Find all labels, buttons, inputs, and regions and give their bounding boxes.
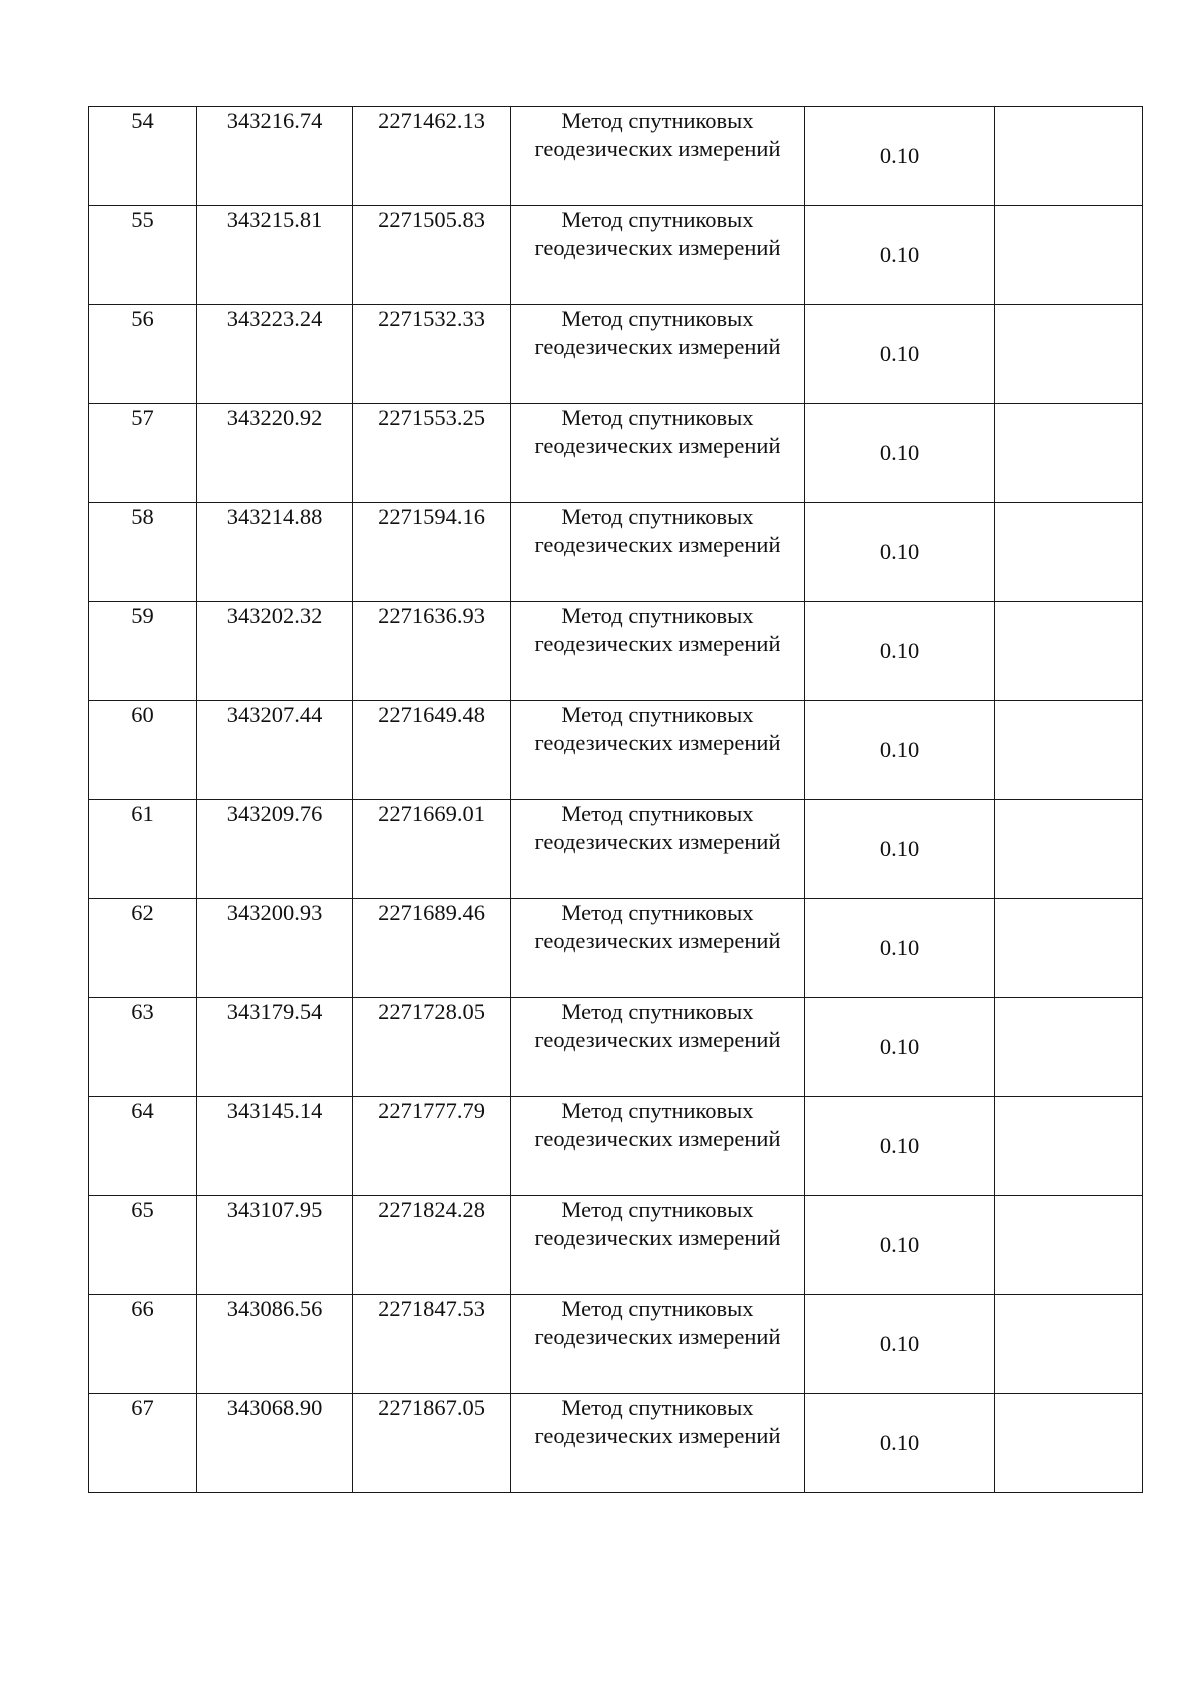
x-coordinate-cell: 343207.44 xyxy=(197,701,353,800)
x-coordinate-cell: 343068.90 xyxy=(197,1394,353,1493)
point-number-cell: 59 xyxy=(89,602,197,701)
accuracy-cell: 0.10 xyxy=(805,107,995,206)
method-line-2: геодезических измерений xyxy=(534,334,781,359)
empty-cell xyxy=(995,1196,1143,1295)
method-cell xyxy=(511,899,805,998)
empty-cell xyxy=(995,107,1143,206)
accuracy-cell: 0.10 xyxy=(805,800,995,899)
x-coordinate-cell: 343200.93 xyxy=(197,899,353,998)
accuracy-cell: 0.10 xyxy=(805,998,995,1097)
accuracy-cell: 0.10 xyxy=(805,503,995,602)
point-number-cell: 56 xyxy=(89,305,197,404)
point-number-cell: 67 xyxy=(89,1394,197,1493)
coordinates-table xyxy=(88,106,1143,1493)
method-line-2: геодезических измерений xyxy=(534,433,781,458)
y-coordinate-cell: 2271636.93 xyxy=(353,602,511,701)
accuracy-cell: 0.10 xyxy=(805,701,995,800)
empty-cell xyxy=(995,503,1143,602)
y-coordinate-cell: 2271777.79 xyxy=(353,1097,511,1196)
empty-cell xyxy=(995,1295,1143,1394)
empty-cell xyxy=(995,404,1143,503)
y-coordinate-cell: 2271594.16 xyxy=(353,503,511,602)
y-coordinate-cell: 2271505.83 xyxy=(353,206,511,305)
method-cell xyxy=(511,998,805,1097)
y-coordinate-cell: 2271867.05 xyxy=(353,1394,511,1493)
point-number-cell: 55 xyxy=(89,206,197,305)
accuracy-cell: 0.10 xyxy=(805,1097,995,1196)
x-coordinate-cell: 343215.81 xyxy=(197,206,353,305)
y-coordinate-cell: 2271669.01 xyxy=(353,800,511,899)
point-number-cell: 63 xyxy=(89,998,197,1097)
accuracy-cell: 0.10 xyxy=(805,404,995,503)
table-row xyxy=(89,1097,1143,1196)
method-line-1: Метод спутниковых xyxy=(561,1197,754,1222)
method-line-1: Метод спутниковых xyxy=(561,801,754,826)
accuracy-cell: 0.10 xyxy=(805,1394,995,1493)
method-line-1: Метод спутниковых xyxy=(561,900,754,925)
empty-cell xyxy=(995,998,1143,1097)
table-row xyxy=(89,1295,1143,1394)
method-cell xyxy=(511,602,805,701)
accuracy-cell: 0.10 xyxy=(805,899,995,998)
y-coordinate-cell: 2271824.28 xyxy=(353,1196,511,1295)
table-row xyxy=(89,998,1143,1097)
point-number-cell: 65 xyxy=(89,1196,197,1295)
method-line-1: Метод спутниковых xyxy=(561,702,754,727)
method-line-1: Метод спутниковых xyxy=(561,603,754,628)
x-coordinate-cell: 343202.32 xyxy=(197,602,353,701)
method-line-2: геодезических измерений xyxy=(534,1225,781,1250)
method-cell xyxy=(511,503,805,602)
table-row xyxy=(89,305,1143,404)
x-coordinate-cell: 343209.76 xyxy=(197,800,353,899)
x-coordinate-cell: 343086.56 xyxy=(197,1295,353,1394)
x-coordinate-cell: 343216.74 xyxy=(197,107,353,206)
method-line-2: геодезических измерений xyxy=(534,928,781,953)
method-line-2: геодезических измерений xyxy=(534,1126,781,1151)
x-coordinate-cell: 343179.54 xyxy=(197,998,353,1097)
x-coordinate-cell: 343107.95 xyxy=(197,1196,353,1295)
table-row xyxy=(89,800,1143,899)
method-line-1: Метод спутниковых xyxy=(561,405,754,430)
table-row xyxy=(89,107,1143,206)
method-line-1: Метод спутниковых xyxy=(561,1296,754,1321)
accuracy-cell: 0.10 xyxy=(805,305,995,404)
point-number-cell: 57 xyxy=(89,404,197,503)
empty-cell xyxy=(995,602,1143,701)
accuracy-cell: 0.10 xyxy=(805,1196,995,1295)
y-coordinate-cell: 2271462.13 xyxy=(353,107,511,206)
accuracy-cell: 0.10 xyxy=(805,602,995,701)
x-coordinate-cell: 343214.88 xyxy=(197,503,353,602)
empty-cell xyxy=(995,1394,1143,1493)
point-number-cell: 60 xyxy=(89,701,197,800)
x-coordinate-cell: 343220.92 xyxy=(197,404,353,503)
table-row xyxy=(89,701,1143,800)
x-coordinate-cell: 343145.14 xyxy=(197,1097,353,1196)
table-row xyxy=(89,404,1143,503)
method-cell xyxy=(511,701,805,800)
method-line-2: геодезических измерений xyxy=(534,1027,781,1052)
point-number-cell: 62 xyxy=(89,899,197,998)
empty-cell xyxy=(995,206,1143,305)
method-line-1: Метод спутниковых xyxy=(561,999,754,1024)
method-line-1: Метод спутниковых xyxy=(561,1098,754,1123)
x-coordinate-cell: 343223.24 xyxy=(197,305,353,404)
empty-cell xyxy=(995,899,1143,998)
point-number-cell: 54 xyxy=(89,107,197,206)
method-line-2: геодезических измерений xyxy=(534,532,781,557)
table-row xyxy=(89,206,1143,305)
method-cell xyxy=(511,206,805,305)
method-line-2: геодезических измерений xyxy=(534,631,781,656)
table-row xyxy=(89,602,1143,701)
method-cell xyxy=(511,1394,805,1493)
method-cell xyxy=(511,1196,805,1295)
point-number-cell: 58 xyxy=(89,503,197,602)
method-cell xyxy=(511,305,805,404)
method-line-2: геодезических измерений xyxy=(534,136,781,161)
point-number-cell: 66 xyxy=(89,1295,197,1394)
table-row xyxy=(89,1196,1143,1295)
empty-cell xyxy=(995,701,1143,800)
coordinates-table-body xyxy=(89,107,1143,1493)
method-cell xyxy=(511,1295,805,1394)
method-line-1: Метод спутниковых xyxy=(561,306,754,331)
empty-cell xyxy=(995,800,1143,899)
y-coordinate-cell: 2271728.05 xyxy=(353,998,511,1097)
y-coordinate-cell: 2271532.33 xyxy=(353,305,511,404)
method-line-1: Метод спутниковых xyxy=(561,108,754,133)
accuracy-cell: 0.10 xyxy=(805,206,995,305)
y-coordinate-cell: 2271553.25 xyxy=(353,404,511,503)
table-row xyxy=(89,899,1143,998)
y-coordinate-cell: 2271689.46 xyxy=(353,899,511,998)
y-coordinate-cell: 2271847.53 xyxy=(353,1295,511,1394)
method-line-2: геодезических измерений xyxy=(534,829,781,854)
point-number-cell: 61 xyxy=(89,800,197,899)
method-line-2: геодезических измерений xyxy=(534,1423,781,1448)
method-cell xyxy=(511,1097,805,1196)
empty-cell xyxy=(995,1097,1143,1196)
method-line-1: Метод спутниковых xyxy=(561,207,754,232)
accuracy-cell: 0.10 xyxy=(805,1295,995,1394)
y-coordinate-cell: 2271649.48 xyxy=(353,701,511,800)
method-line-2: геодезических измерений xyxy=(534,1324,781,1349)
method-line-1: Метод спутниковых xyxy=(561,504,754,529)
empty-cell xyxy=(995,305,1143,404)
method-line-1: Метод спутниковых xyxy=(561,1395,754,1420)
table-row xyxy=(89,1394,1143,1493)
method-cell xyxy=(511,404,805,503)
method-line-2: геодезических измерений xyxy=(534,730,781,755)
method-cell xyxy=(511,800,805,899)
point-number-cell: 64 xyxy=(89,1097,197,1196)
table-row xyxy=(89,503,1143,602)
method-line-2: геодезических измерений xyxy=(534,235,781,260)
method-cell xyxy=(511,107,805,206)
